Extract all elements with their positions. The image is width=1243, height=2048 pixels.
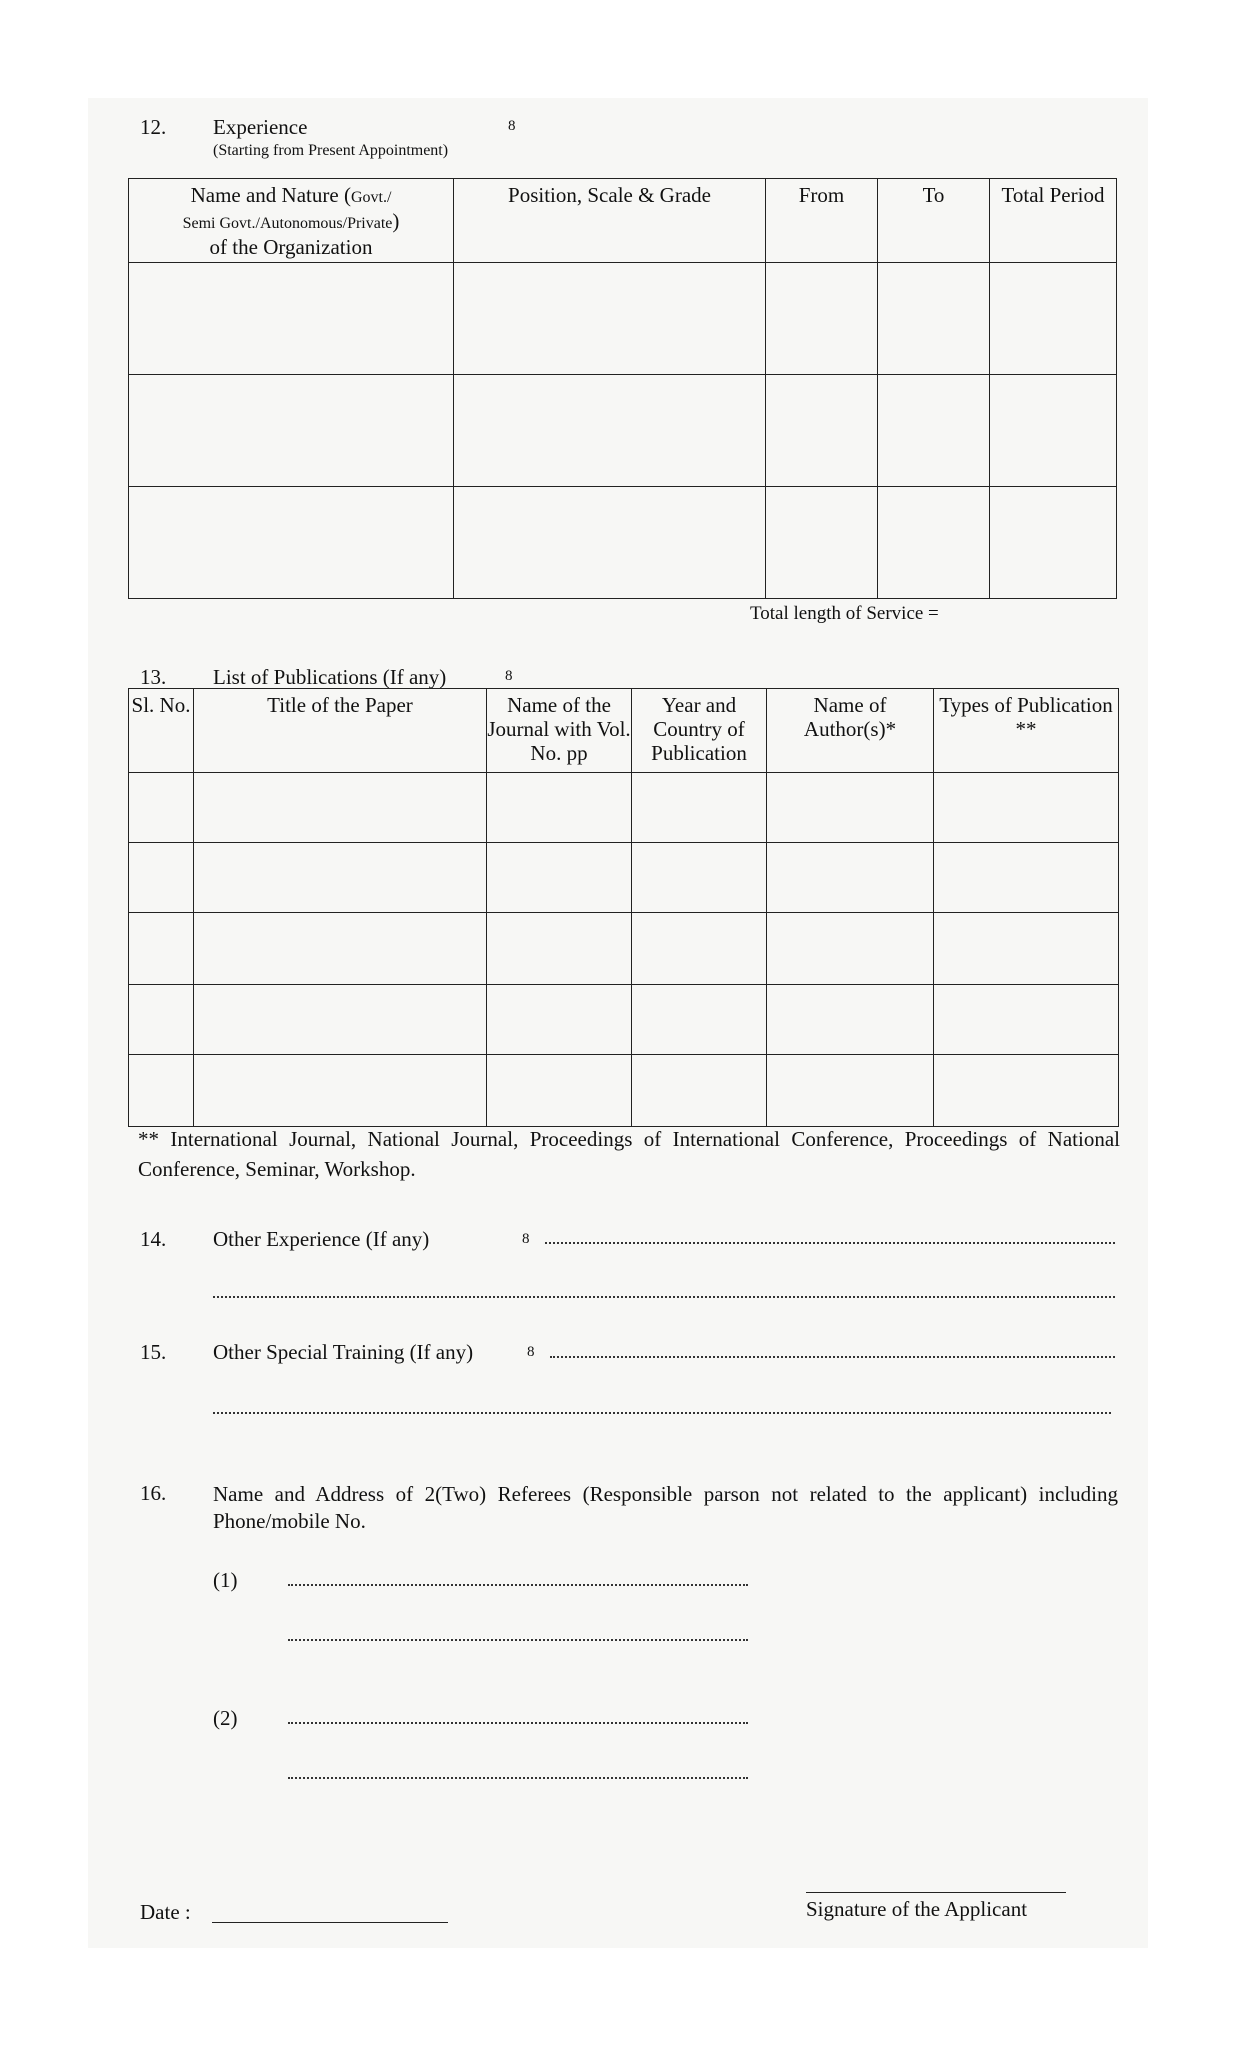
experience-cell[interactable]	[454, 375, 766, 487]
publications-cell[interactable]	[632, 843, 767, 913]
publications-cell[interactable]	[194, 985, 487, 1055]
section-16-title: Name and Address of 2(Two) Referees (Responsible parson not related to the applicant) including Phone/mobile No.	[213, 1482, 1118, 1533]
publications-cell[interactable]	[194, 913, 487, 985]
experience-cell[interactable]	[454, 263, 766, 375]
experience-cell[interactable]	[129, 375, 454, 487]
experience-cell[interactable]	[766, 263, 878, 375]
publications-cell[interactable]	[194, 773, 487, 843]
publications-cell[interactable]	[129, 773, 194, 843]
other-training-line-2[interactable]	[213, 1412, 1111, 1414]
referee-2-label: (2)	[213, 1706, 238, 1730]
publications-cell[interactable]	[632, 773, 767, 843]
section-15-title: Other Special Training (If any)	[213, 1340, 474, 1364]
publications-header-authors: Name of Author(s)*	[767, 689, 934, 773]
publications-header-journal: Name of the Journal with Vol. No. pp	[487, 689, 632, 773]
section-12-subtitle: (Starting from Present Appointment)	[213, 142, 449, 159]
publications-cell[interactable]	[632, 913, 767, 985]
publications-cell[interactable]	[194, 843, 487, 913]
experience-header-total: Total Period	[990, 179, 1117, 263]
publications-cell[interactable]	[487, 773, 632, 843]
publication-types-footnote: ** International Journal, National Journal, Proceedings of International Conference, Proceedings of National Conference, Seminar, Workshop.	[138, 1127, 1120, 1181]
publications-cell[interactable]	[767, 985, 934, 1055]
publications-header-sl: Sl. No.	[129, 689, 194, 773]
publications-cell[interactable]	[487, 843, 632, 913]
publications-row	[129, 913, 1119, 985]
section-14-title: Other Experience (If any)	[213, 1227, 430, 1251]
experience-cell[interactable]	[766, 375, 878, 487]
publications-cell[interactable]	[934, 773, 1119, 843]
publications-header-year: Year and Country of Publication	[632, 689, 767, 773]
publications-row	[129, 843, 1119, 913]
experience-table	[128, 178, 1117, 599]
publications-cell[interactable]	[129, 985, 194, 1055]
section-14-colon: 8	[522, 1231, 530, 1247]
experience-header-from: From	[766, 179, 878, 263]
publications-header-types: Types of Publication **	[934, 689, 1119, 773]
referee-1-label: (1)	[213, 1568, 238, 1592]
referee-2-line-2[interactable]	[288, 1777, 748, 1779]
referee-1-line-2[interactable]	[288, 1639, 748, 1641]
publications-cell[interactable]	[934, 913, 1119, 985]
experience-header-position: Position, Scale & Grade	[454, 179, 766, 263]
experience-header-to: To	[878, 179, 990, 263]
experience-header-organization: Name and Nature (Govt./ Semi Govt./Autonomous/Private) of the Organization	[129, 179, 454, 263]
date-label: Date :	[140, 1900, 191, 1924]
publications-table	[128, 688, 1119, 1127]
publications-cell[interactable]	[767, 843, 934, 913]
experience-cell[interactable]	[990, 375, 1117, 487]
section-16-number: 16.	[140, 1481, 167, 1505]
section-13-colon: 8	[505, 668, 513, 684]
publications-cell[interactable]	[934, 1055, 1119, 1127]
publications-cell[interactable]	[767, 913, 934, 985]
section-15-colon: 8	[527, 1344, 535, 1360]
section-15-number: 15.	[140, 1340, 167, 1364]
experience-cell[interactable]	[878, 375, 990, 487]
experience-row	[129, 375, 1117, 487]
publications-row	[129, 773, 1119, 843]
referee-2-line-1[interactable]	[288, 1722, 748, 1724]
publications-cell[interactable]	[767, 1055, 934, 1127]
other-experience-line-1[interactable]	[545, 1242, 1115, 1244]
experience-cell[interactable]	[454, 487, 766, 599]
publications-cell[interactable]	[934, 985, 1119, 1055]
section-12-number: 12.	[140, 115, 167, 139]
publications-cell[interactable]	[632, 1055, 767, 1127]
section-13-title: List of Publications (If any)	[213, 665, 447, 689]
publications-row	[129, 985, 1119, 1055]
section-13-number: 13.	[140, 665, 167, 689]
experience-row	[129, 487, 1117, 599]
section-14-number: 14.	[140, 1227, 167, 1251]
publications-cell[interactable]	[129, 1055, 194, 1127]
publications-cell[interactable]	[487, 985, 632, 1055]
publications-cell[interactable]	[767, 773, 934, 843]
publications-cell[interactable]	[129, 913, 194, 985]
signature-line[interactable]	[806, 1892, 1066, 1893]
section-12-colon: 8	[508, 118, 516, 134]
experience-row	[129, 263, 1117, 375]
publications-cell[interactable]	[632, 985, 767, 1055]
experience-cell[interactable]	[990, 263, 1117, 375]
experience-cell[interactable]	[129, 487, 454, 599]
date-line[interactable]	[212, 1922, 448, 1923]
experience-cell[interactable]	[878, 263, 990, 375]
section-12-title: Experience	[213, 115, 308, 139]
publications-header-title: Title of the Paper	[194, 689, 487, 773]
other-experience-line-2[interactable]	[213, 1296, 1115, 1298]
other-training-line-1[interactable]	[550, 1356, 1115, 1358]
publications-cell[interactable]	[487, 1055, 632, 1127]
experience-cell[interactable]	[990, 487, 1117, 599]
total-length-of-service-label: Total length of Service =	[750, 603, 939, 624]
publications-cell[interactable]	[487, 913, 632, 985]
publications-row	[129, 1055, 1119, 1127]
publications-cell[interactable]	[194, 1055, 487, 1127]
experience-cell[interactable]	[129, 263, 454, 375]
publications-cell[interactable]	[129, 843, 194, 913]
referee-1-line-1[interactable]	[288, 1584, 748, 1586]
publications-cell[interactable]	[934, 843, 1119, 913]
signature-label: Signature of the Applicant	[806, 1897, 1028, 1921]
experience-cell[interactable]	[766, 487, 878, 599]
experience-cell[interactable]	[878, 487, 990, 599]
